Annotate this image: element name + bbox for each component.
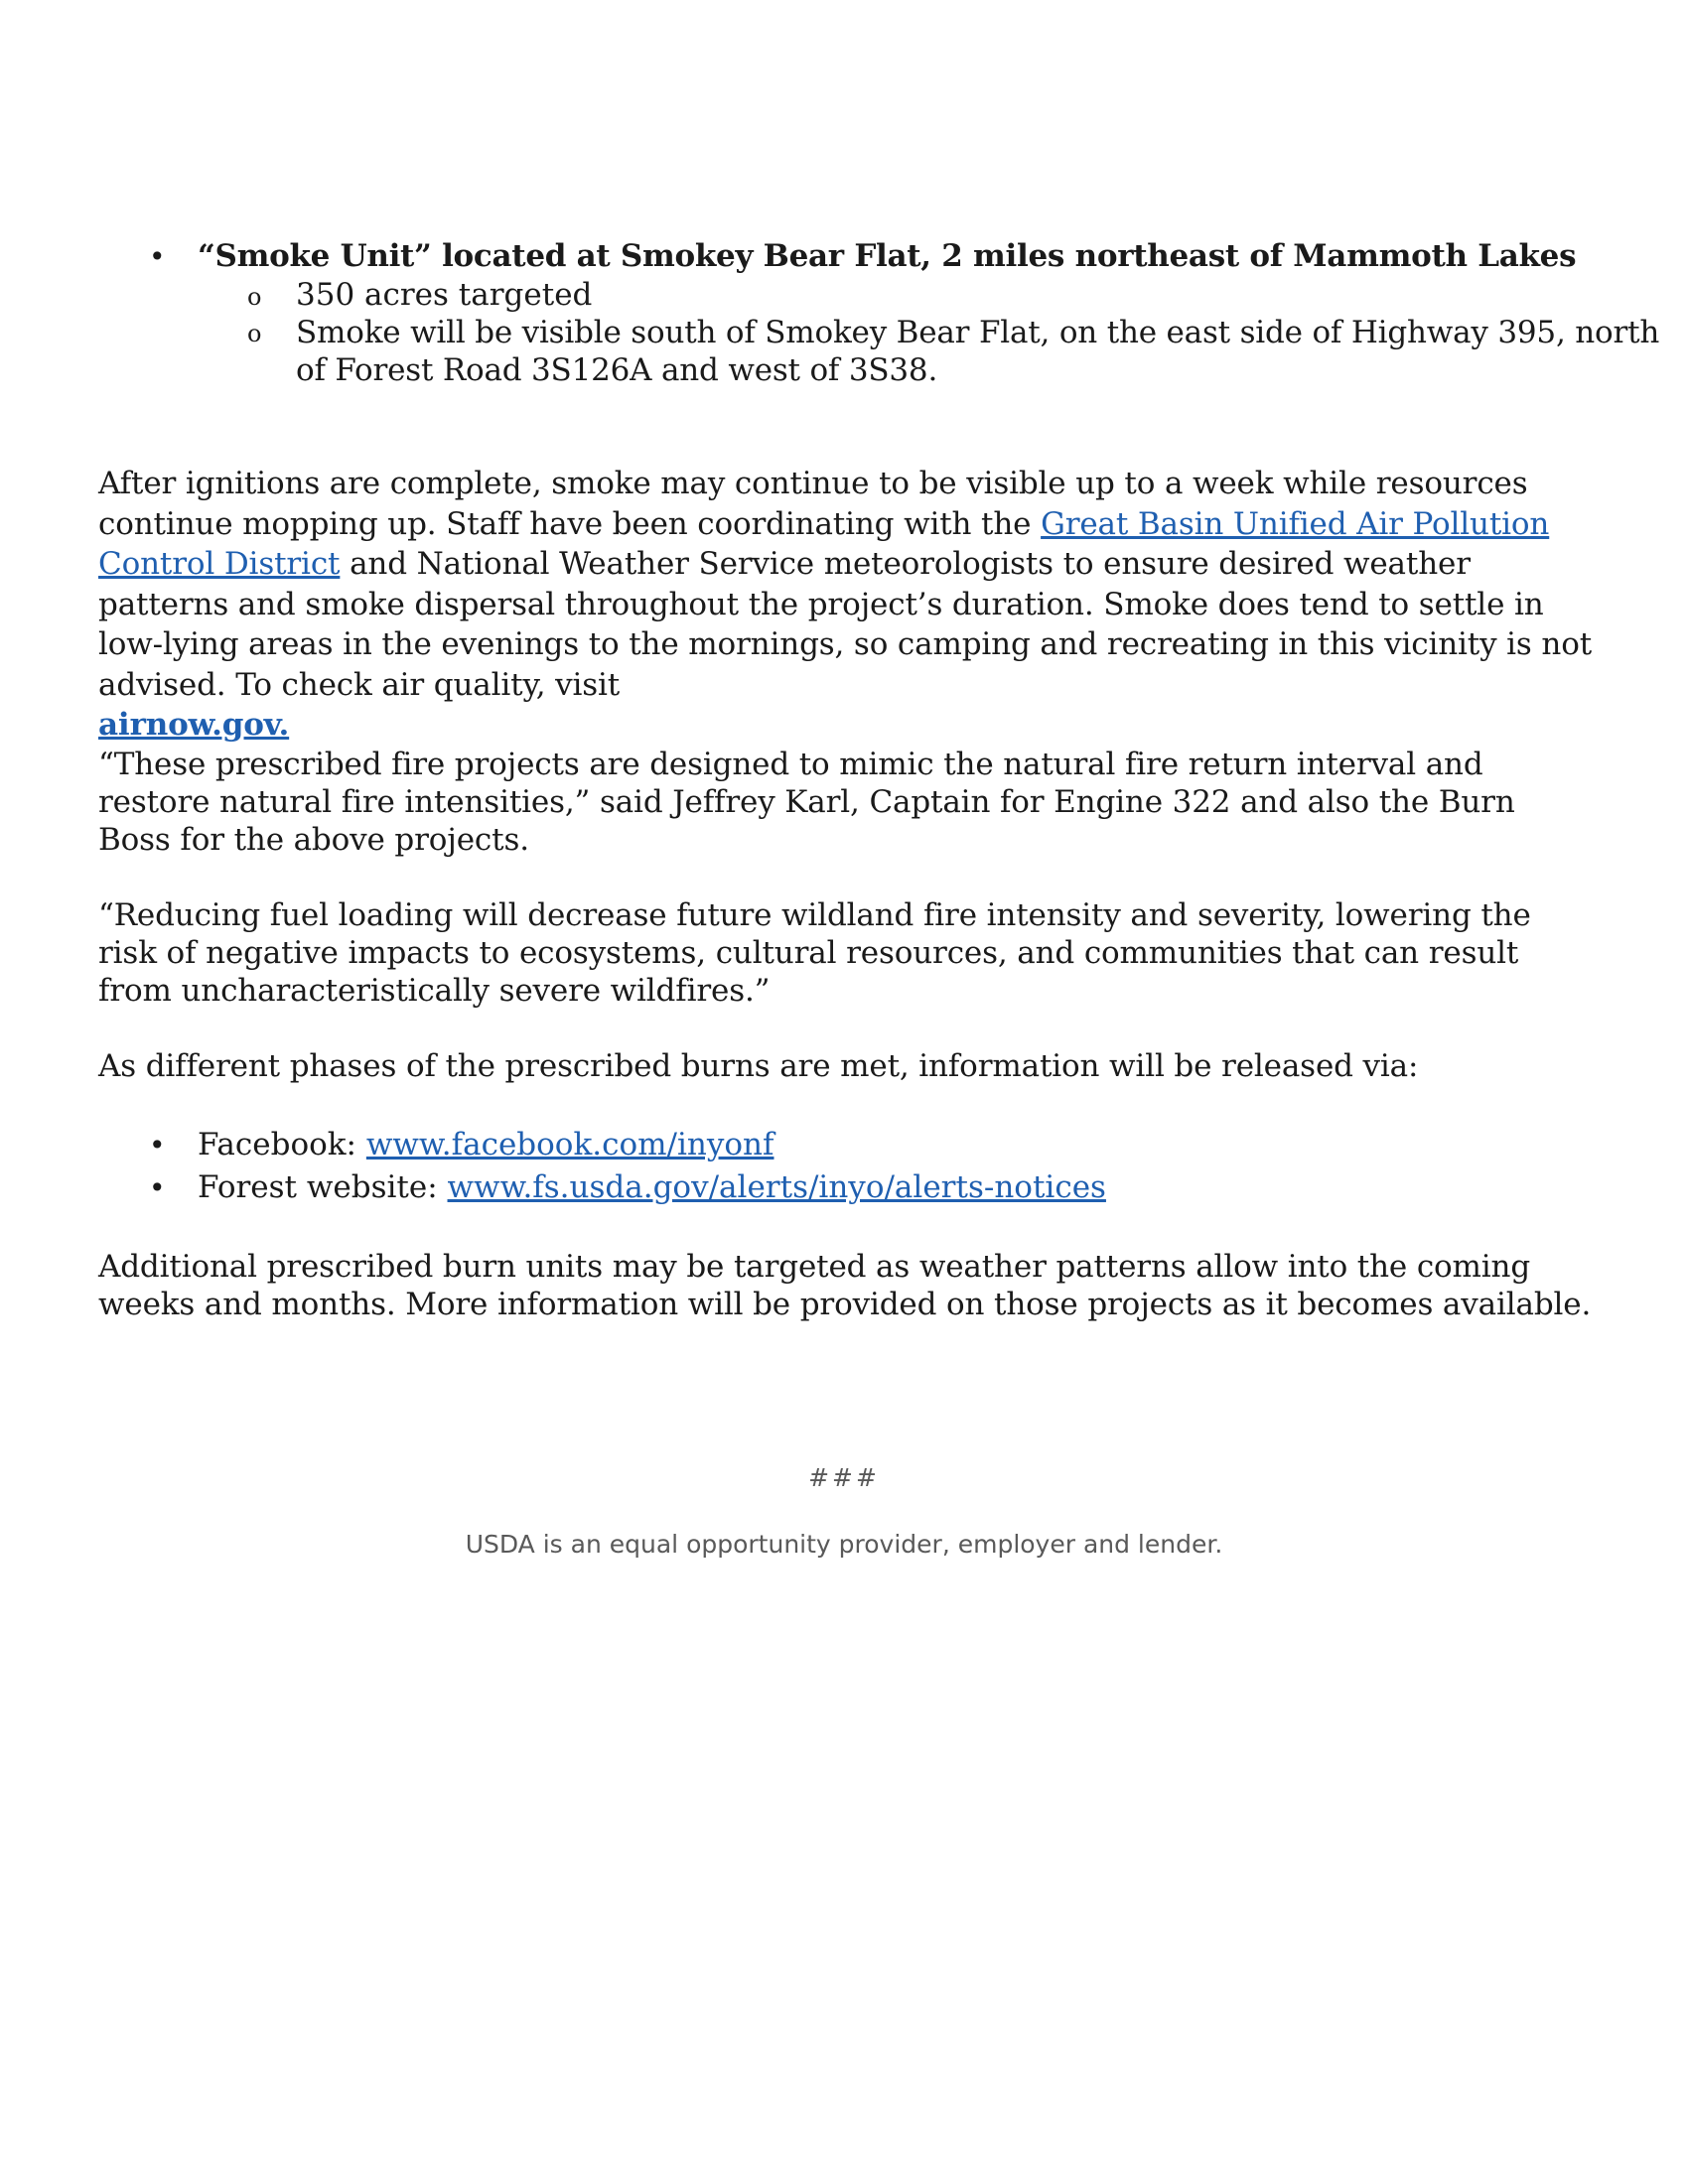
- air-district-link[interactable]: Great Basin Unified Air Pollution Control District: [98, 505, 1550, 582]
- sub-bullet-icon: o: [247, 283, 262, 311]
- airnow-link[interactable]: airnow.gov.: [98, 707, 290, 743]
- quote-karl-paragraph: “These prescribed fire projects are designed to mimic the natural fire return interval and restore natural fire intensities,” said Jeffrey Karl, Captain for Engine 322 and also the Burn Boss for the above projects.: [98, 747, 1515, 858]
- additional-units-paragraph: Additional prescribed burn units may be targeted as weather patterns allow into the coming weeks and months. More information will be provided on those projects as it becomes available.: [98, 1249, 1592, 1322]
- bullet-icon: •: [149, 240, 166, 273]
- forest-website-label: Forest website:: [198, 1169, 448, 1205]
- sub-bullet-icon: o: [247, 320, 262, 347]
- facebook-label: Facebook:: [198, 1127, 366, 1162]
- forest-website-item: [198, 1167, 1588, 1207]
- bullet-icon: •: [149, 1171, 166, 1204]
- phases-intro: As different phases of the prescribed burns are met, information will be released via:: [98, 1048, 1419, 1084]
- bullet-icon: •: [149, 1129, 166, 1161]
- after-ignitions-paragraph: [98, 464, 1593, 746]
- forest-website-link[interactable]: www.fs.usda.gov/alerts/inyo/alerts-notices: [447, 1169, 1106, 1205]
- quote-fuel-paragraph: “Reducing fuel loading will decrease future wildland fire intensity and severity, lowering the risk of negative impacts to ecosystems, cultural resources, and communities that can result from uncharacteristically severe wildfires.”: [98, 897, 1531, 1009]
- usda-footer: USDA is an equal opportunity provider, employer and lender.: [465, 1530, 1223, 1559]
- after-ignitions-text-2: and National Weather Service meteorologists to ensure desired weather patterns and smoke dispersal throughout the project’s duration. Smoke does tend to settle in low-lying areas in the evenings to the mornings, so camping and recreating in this vicinity is not advised. To check air quality, visit: [98, 546, 1593, 703]
- end-marker: ###: [808, 1463, 880, 1492]
- smoke-unit-acres: 350 acres targeted: [296, 277, 593, 313]
- facebook-link[interactable]: www.facebook.com/inyonf: [365, 1127, 774, 1162]
- smoke-unit-heading: “Smoke Unit” located at Smokey Bear Flat, 2 miles northeast of Mammoth Lakes: [198, 238, 1577, 274]
- smoke-unit-visibility: Smoke will be visible south of Smokey Bear Flat, on the east side of Highway 395, north of Forest Road 3S126A and west of 3S38.: [296, 315, 1660, 388]
- after-ignitions-text-1: After ignitions are complete, smoke may continue to be visible up to a week while resources continue mopping up. Staff have been coordinating with the: [98, 466, 1528, 542]
- facebook-item: [198, 1125, 1588, 1164]
